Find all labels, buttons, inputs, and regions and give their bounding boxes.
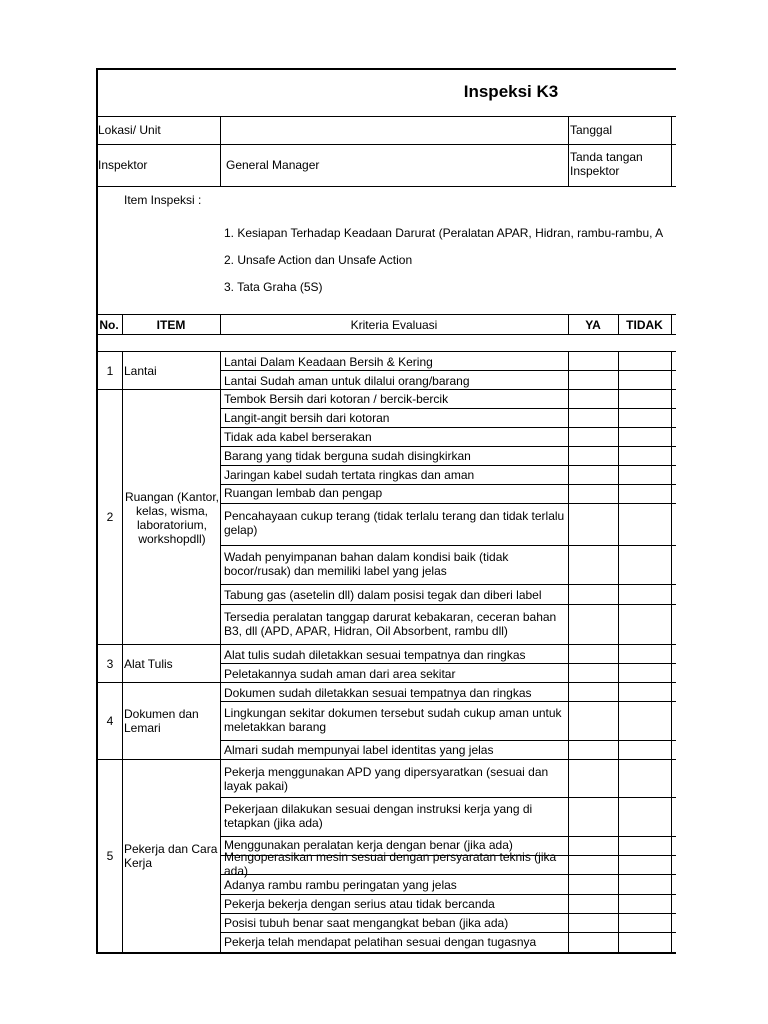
tanggal-label: Tanggal — [570, 123, 613, 137]
group-item: Ruangan (Kantor, kelas, wisma, laboratorium, workshopdll) — [124, 490, 220, 546]
criteria-text: Posisi tubuh benar saat mengangkat beban (jika ada) — [224, 916, 509, 930]
group-number: 1 — [106, 364, 114, 378]
criteria-text: Pekerja telah mendapat pelatihan sesuai dengan tugasnya — [224, 935, 537, 949]
row-divider — [220, 740, 676, 741]
criteria-text: Tembok Bersih dari kotoran / bercik-bercik — [224, 392, 449, 406]
criteria-text: Lantai Dalam Keadaan Bersih & Kering — [224, 355, 433, 369]
criteria-text: Peletakannya sudah aman dari area sekitar — [224, 667, 456, 681]
criteria-text: Tersedia peralatan tanggap darurat kebakaran, ceceran bahan B3, dll (APD, APAR, Hidran, Oil Absorbent, rambu dll) — [224, 610, 557, 638]
criteria-text: Ruangan lembab dan pengap — [224, 486, 383, 500]
row-divider — [220, 545, 676, 546]
group-divider — [96, 644, 676, 645]
criteria-text: Jaringan kabel sudah tertata ringkas dan aman — [224, 468, 475, 482]
border-bottom — [96, 952, 676, 954]
group-number: 2 — [106, 510, 114, 524]
group-divider — [96, 759, 676, 760]
row-divider — [220, 446, 676, 447]
criteria-text: Langit-angit bersih dari kotoran — [224, 411, 390, 425]
divider — [618, 351, 619, 952]
divider — [671, 314, 672, 334]
criteria-text: Lingkungan sekitar dokumen tersebut sudah cukup aman untuk meletakkan barang — [224, 706, 562, 734]
divider — [671, 116, 672, 186]
row-divider — [220, 408, 676, 409]
group-number: 5 — [106, 849, 114, 863]
criteria-text: Dokumen sudah diletakkan sesuai tempatnya dan ringkas — [224, 686, 532, 700]
divider — [671, 351, 672, 952]
row-divider — [220, 604, 676, 605]
divider — [122, 351, 123, 952]
column-header-no: No. — [99, 318, 119, 332]
list-item: 3. Tata Graha (5S) — [224, 280, 323, 294]
row-divider — [220, 427, 676, 428]
criteria-text: Almari sudah mempunyai label identitas yang jelas — [224, 743, 494, 757]
group-number: 3 — [106, 657, 114, 671]
criteria-text: Alat tulis sudah diletakkan sesuai tempatnya dan ringkas — [224, 648, 526, 662]
group-item: Pekerja dan Cara Kerja — [124, 842, 218, 870]
divider — [96, 334, 676, 335]
list-item: 1. Kesiapan Terhadap Keadaan Darurat (Peralatan APAR, Hidran, rambu-rambu, A — [224, 226, 664, 240]
criteria-text: Tidak ada kabel berserakan — [224, 430, 372, 444]
criteria-text: Lantai Sudah aman untuk dilalui orang/barang — [224, 374, 470, 388]
row-divider — [220, 836, 676, 837]
divider — [96, 314, 676, 315]
divider — [96, 144, 676, 145]
group-item: Alat Tulis — [124, 657, 173, 671]
divider — [96, 186, 676, 187]
divider — [96, 116, 676, 117]
row-divider — [220, 370, 676, 371]
column-header-tidak: TIDAK — [626, 318, 663, 332]
tanda-tangan-label: Tanda tangan Inspektor — [570, 150, 643, 178]
row-divider — [220, 465, 676, 466]
row-divider — [220, 797, 676, 798]
criteria-text: Mengoperasikan mesin sesuai dengan persyaratan teknis (jika ada) — [224, 850, 557, 878]
column-header-item: ITEM — [156, 318, 186, 332]
group-divider — [96, 389, 676, 390]
page-title: Inspeksi K3 — [463, 82, 559, 101]
row-divider — [220, 701, 676, 702]
row-divider — [220, 932, 676, 933]
row-divider — [220, 663, 676, 664]
criteria-text: Pekerja bekerja dengan serius atau tidak bercanda — [224, 897, 495, 911]
row-divider — [220, 913, 676, 914]
criteria-text: Pekerjaan dilakukan sesuai dengan instruksi kerja yang di tetapkan (jika ada) — [224, 802, 533, 830]
criteria-text: Adanya rambu rambu peringatan yang jelas — [224, 878, 457, 892]
group-number: 4 — [106, 714, 114, 728]
row-divider — [220, 584, 676, 585]
row-divider — [220, 503, 676, 504]
inspektor-field[interactable]: General Manager — [226, 158, 320, 172]
criteria-text: Wadah penyimpanan bahan dalam kondisi baik (tidak bocor/rusak) dan memiliki label yang jelas — [224, 550, 509, 578]
border-top — [96, 68, 676, 70]
column-header-kriteria: Kriteria Evaluasi — [350, 318, 438, 332]
group-item: Lantai — [124, 364, 157, 378]
criteria-text: Pekerja menggunakan APD yang dipersyaratkan (sesuai dan layak pakai) — [224, 765, 549, 793]
criteria-text: Barang yang tidak berguna sudah disingkirkan — [224, 449, 471, 463]
criteria-text: Pencahayaan cukup terang (tidak terlalu terang dan tidak terlalu gelap) — [224, 509, 565, 537]
row-divider — [220, 484, 676, 485]
divider — [96, 351, 676, 352]
criteria-text: Tabung gas (asetelin dll) dalam posisi tegak dan diberi label — [224, 588, 542, 602]
item-inspeksi-label: Item Inspeksi : — [124, 193, 202, 207]
divider — [220, 116, 221, 186]
criteria-text: Menggunakan peralatan kerja dengan benar (jika ada) — [224, 838, 513, 852]
list-item: 2. Unsafe Action dan Unsafe Action — [224, 253, 413, 267]
inspection-sheet — [96, 68, 676, 954]
divider — [568, 116, 569, 186]
row-divider — [220, 894, 676, 895]
group-item: Dokumen dan Lemari — [124, 707, 199, 735]
lokasi-label: Lokasi/ Unit — [98, 123, 161, 137]
tanggal-field[interactable] — [674, 118, 676, 142]
divider — [568, 351, 569, 952]
column-header-ya: YA — [585, 318, 601, 332]
inspektor-label: Inspektor — [98, 158, 148, 172]
group-divider — [96, 682, 676, 683]
